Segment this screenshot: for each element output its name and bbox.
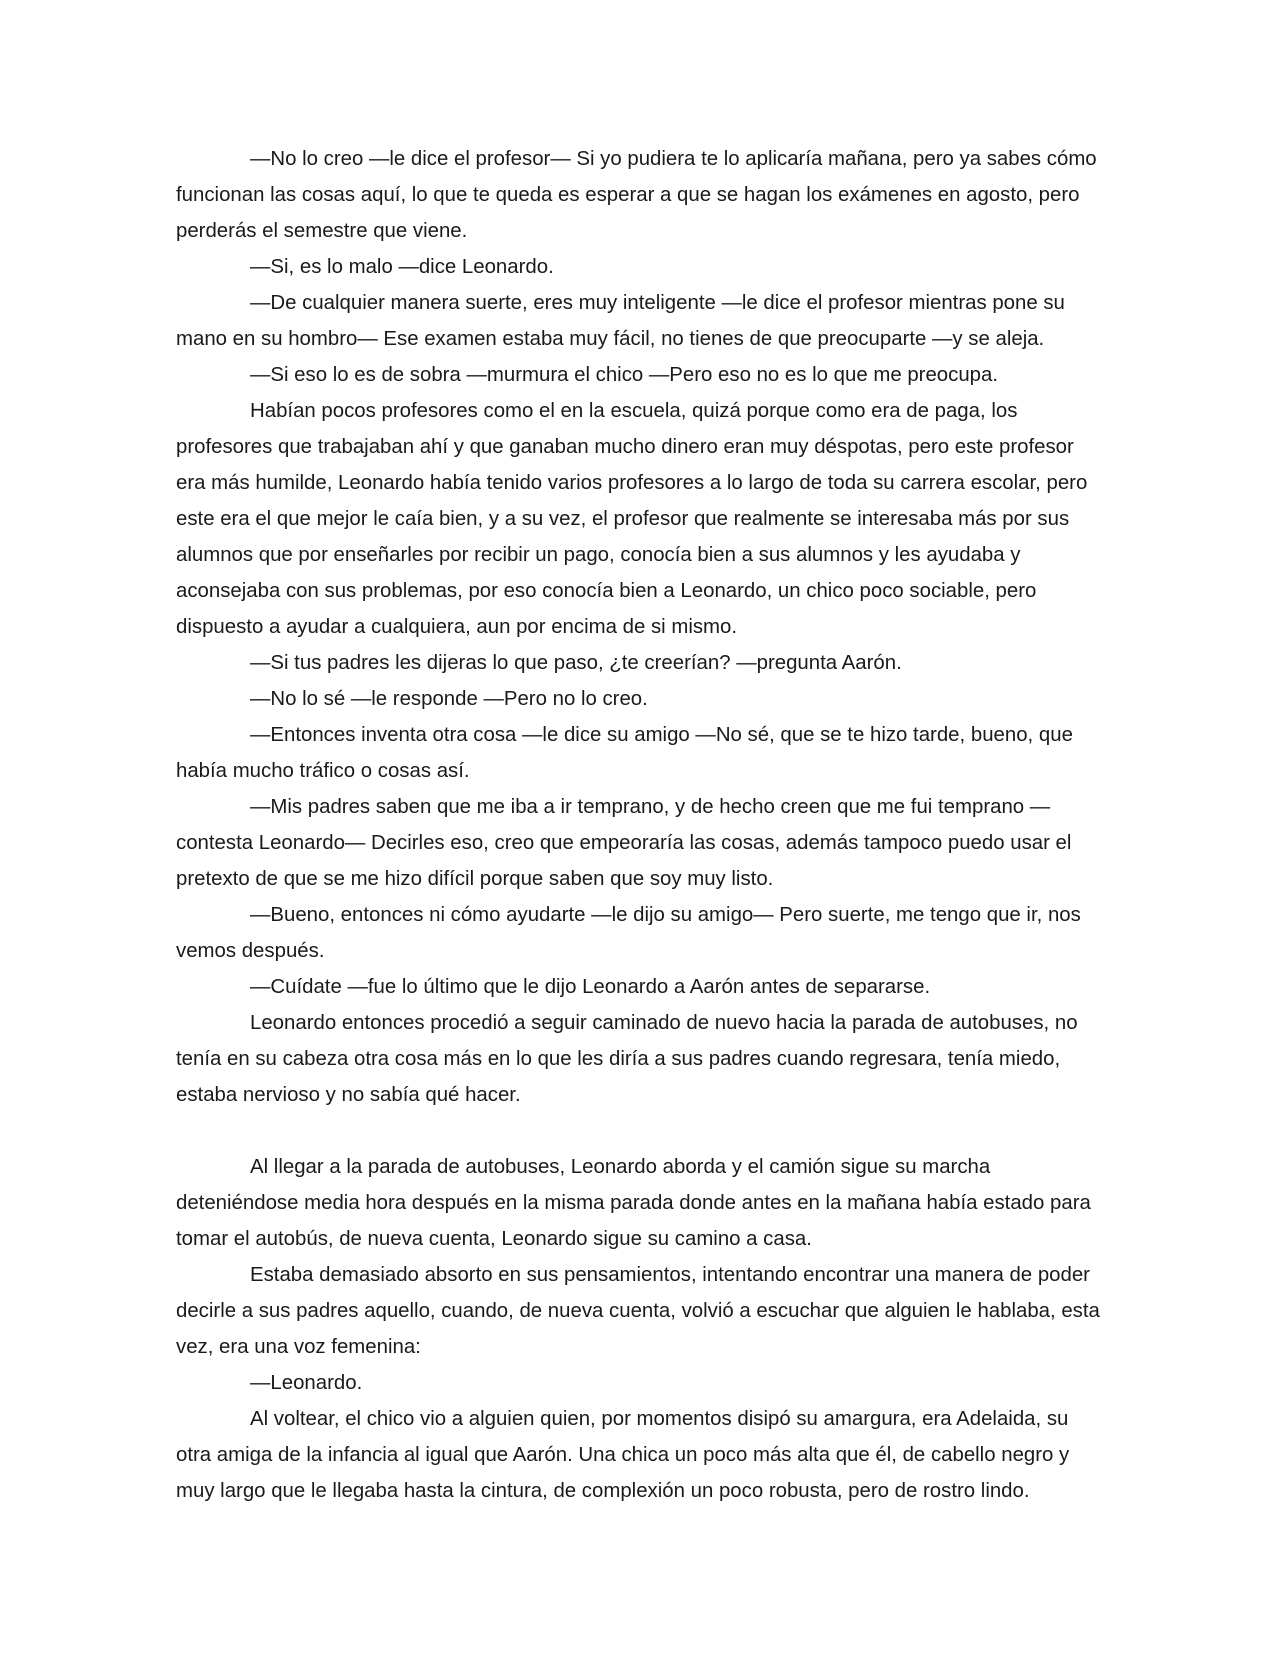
paragraph: —Bueno, entonces ni cómo ayudarte —le dijo su amigo— Pero suerte, me tengo que ir, nos vemos después. — [176, 904, 1081, 962]
document-body — [176, 141, 1106, 1509]
paragraph: —Entonces inventa otra cosa —le dice su amigo —No sé, que se te hizo tarde, bueno, que había mucho tráfico o cosas así. — [176, 724, 1073, 782]
paragraph: Leonardo entonces procedió a seguir caminado de nuevo hacia la parada de autobuses, no tenía en su cabeza otra cosa más en lo que les diría a sus padres cuando regresara, tenía miedo, estaba nervioso y no sabía qué hacer. — [176, 1012, 1078, 1106]
section-break — [176, 1113, 1106, 1149]
paragraph: —Si eso lo es de sobra —murmura el chico —Pero eso no es lo que me preocupa. — [250, 364, 999, 386]
paragraph: —No lo creo —le dice el profesor— Si yo pudiera te lo aplicaría mañana, pero ya sabes cómo funcionan las cosas aquí, lo que te queda es esperar a que se hagan los exámenes en agosto, pero perderás el semestre que viene. — [176, 148, 1097, 242]
paragraph: —Si, es lo malo —dice Leonardo. — [250, 256, 554, 278]
paragraph: Habían pocos profesores como el en la escuela, quizá porque como era de paga, los profesores que trabajaban ahí y que ganaban mucho dinero eran muy déspotas, pero este profesor era más humilde, Leonardo había tenido varios profesores a lo largo de toda su carrera escolar, pero este era el que mejor le caía bien, y a su vez, el profesor que realmente se interesaba más por sus alumnos que por enseñarles por recibir un pago, conocía bien a sus alumnos y les ayudaba y aconsejaba con sus problemas, por eso conocía bien a Leonardo, un chico poco sociable, pero dispuesto a ayudar a cualquiera, aun por encima de si mismo. — [176, 400, 1088, 638]
paragraph: Al voltear, el chico vio a alguien quien, por momentos disipó su amargura, era Adelaida, su otra amiga de la infancia al igual que Aarón. Una chica un poco más alta que él, de cabello negro y muy largo que le llegaba hasta la cintura, de complexión un poco robusta, pero de rostro lindo. — [176, 1408, 1070, 1502]
paragraph: —De cualquier manera suerte, eres muy inteligente —le dice el profesor mientras pone su mano en su hombro— Ese examen estaba muy fácil, no tienes de que preocuparte —y se aleja. — [176, 292, 1065, 350]
paragraph: —Cuídate —fue lo último que le dijo Leonardo a Aarón antes de separarse. — [250, 976, 931, 998]
paragraph: Estaba demasiado absorto en sus pensamientos, intentando encontrar una manera de poder decirle a sus padres aquello, cuando, de nueva cuenta, volvió a escuchar que alguien le hablaba, esta vez, era una voz femenina: — [176, 1264, 1100, 1358]
paragraph: —Mis padres saben que me iba a ir temprano, y de hecho creen que me fui temprano —contesta Leonardo— Decirles eso, creo que empeoraría las cosas, además tampoco puedo usar el pretexto de que se me hizo difícil porque saben que soy muy listo. — [176, 796, 1072, 890]
paragraph: Al llegar a la parada de autobuses, Leonardo aborda y el camión sigue su marcha deteniéndose media hora después en la misma parada donde antes en la mañana había estado para tomar el autobús, de nueva cuenta, Leonardo sigue su camino a casa. — [176, 1156, 1091, 1250]
paragraph: —No lo sé —le responde —Pero no lo creo. — [250, 688, 648, 710]
paragraph: —Leonardo. — [250, 1372, 363, 1394]
paragraph: —Si tus padres les dijeras lo que paso, ¿te creerían? —pregunta Aarón. — [250, 652, 902, 674]
